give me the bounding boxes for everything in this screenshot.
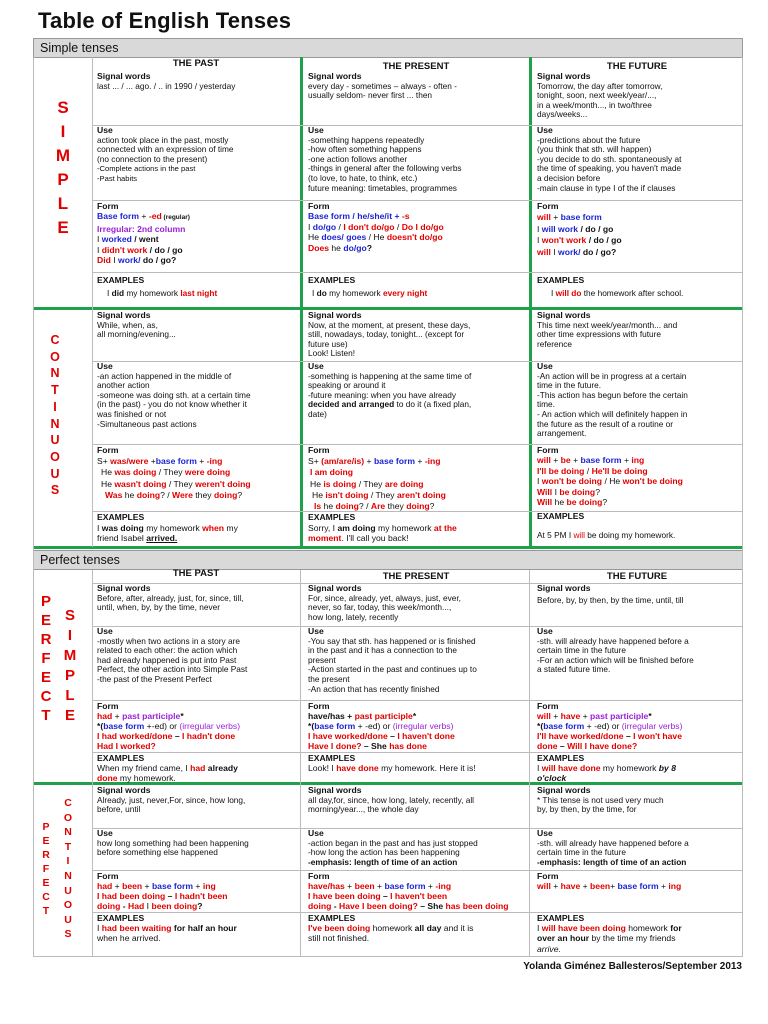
simple-present-use: Use -something happens repeatedly -how often something happens -one action follows another -things in general after the following verbs (to love, to hate, to think, etc.) future meaning: timetables, programmes <box>308 126 462 193</box>
perfect-past-examples: EXAMPLES When my friend came, I had already done my homework. <box>97 753 238 784</box>
divider <box>529 570 530 956</box>
perfect-continuous-future-use: Use -sth. will already have happened before a certain time in the future -emphasis: length of time of an action <box>537 829 689 867</box>
continuous-past-form: Form S+ was/were +base form + -ing He was doing / They were doing He wasn't doing / They weren't doing Was he doing? / Were they doing? <box>97 445 251 500</box>
continuous-present-signal: Signal words Now, at the moment, at present, these days, still, nowadays, today, tonight... (except for future use) Look! Listen! <box>308 311 471 359</box>
continuous-present-form: Form S+ (am/are/is) + base form + -ing I am doing He is doing / They are doing He isn't doing / They aren't doing Is he doing? / Are they doing? <box>308 445 446 512</box>
simple-past-examples: EXAMPLES I did my homework last night <box>97 276 218 298</box>
perfect-continuous-present-examples: EXAMPLES I've been doing homework all day and it is still not finished. <box>308 913 474 944</box>
side-label-continuous: C O N T I N U O U S <box>50 333 60 498</box>
perfect-continuous-past-examples: EXAMPLES I had been waiting for half an hour when he arrived. <box>97 913 237 944</box>
simple-future-signal: Signal words Tomorrow, the day after tomorrow, tonight, soon, next week/year/..., in a week/month..., in two/three days/weeks... <box>537 72 663 120</box>
divider <box>92 57 93 547</box>
perfect-future-use: Use -sth. will already have happened before a certain time in the future -For an action which will be finished before a stated future time. <box>537 627 694 675</box>
perfect-continuous-past-use: Use how long something had been happening before something else happened <box>97 829 249 858</box>
column-header-present: THE PRESENT <box>382 61 450 72</box>
section-header-simple: Simple tenses <box>33 38 743 58</box>
simple-past-form: Form Base form + -ed (regular) Irregular: 2nd column I worked / went I didn't work / do / go Did I work/ do / go? <box>97 201 190 266</box>
perfect-continuous-present-use: Use -action began in the past and has just stopped -how long the action has been happening -emphasis: length of time of an action <box>308 829 478 867</box>
perfect-present-examples: EXAMPLES Look! I have done my homework. Here it is! <box>308 753 476 774</box>
perfect-continuous-past-form: Form had + been + base form + ing I had been doing – I hadn't been doing - Had I been doing? <box>97 871 228 911</box>
divider <box>92 570 93 956</box>
column-header-past: THE PAST <box>172 58 220 69</box>
perfect-present-signal: Signal words For, since, already, yet, always, just, ever, never, so far, today, this week/month..., how long, lately, recently <box>308 584 461 622</box>
simple-future-use: Use -predictions about the future (you think that sth. will happen) -you decide to do sth. spontaneously at the time of speaking, you haven't made a decision before -main clause in type I of the if clauses <box>537 126 682 193</box>
continuous-past-signal: Signal words While, when, as, all morning/evening... <box>97 311 176 340</box>
column-header-present: THE PRESENT <box>382 571 450 582</box>
side-label-perfect-continuous-left: P E R F E C T <box>42 821 50 917</box>
simple-future-examples: EXAMPLES I will do the homework after school. <box>537 276 684 298</box>
divider <box>300 570 301 956</box>
divider <box>300 57 303 547</box>
perfect-continuous-present-signal: Signal words all day,for, since, how long, lately, recently, all morning/year..., the whole day <box>308 786 475 815</box>
divider <box>742 57 743 957</box>
perfect-future-signal: Signal words Before, by, by then, by the time, until, till <box>537 584 684 605</box>
continuous-past-use: Use -an action happened in the middle of another action -someone was doing sth. at a certain time (in the past) - you do not know whether it was finished or not -Simultaneous past actions <box>97 362 251 429</box>
simple-past-use: Use action took place in the past, mostly connected with an expression of time (no connection to the present) -Complete actions in the past -Past habits <box>97 126 234 183</box>
perfect-future-examples: EXAMPLES I will have done my homework by 8 o'clock <box>537 753 676 784</box>
section-header-perfect: Perfect tenses <box>33 550 743 570</box>
page-title: Table of English Tenses <box>38 8 292 33</box>
side-label-perfect-continuous-right: C O N T I N U O U S <box>63 797 73 941</box>
perfect-present-form: Form have/has + past participle* *(base form + -ed) or (irregular verbs) I have worked/done – I haven't done Have I done? – She has done <box>308 701 455 751</box>
side-label-simple: S I M P L E <box>55 98 71 237</box>
continuous-future-examples: EXAMPLES At 5 PM I will be doing my homework. <box>537 512 676 540</box>
side-label-perfect-simple: S I M P L E <box>63 607 77 724</box>
perfect-continuous-future-examples: EXAMPLES I will have been doing homework for over an hour by the time my friends arrive. <box>537 913 682 954</box>
column-header-past: THE PAST <box>172 568 220 579</box>
perfect-past-form: Form had + past participle* *(base form +-ed) or (irregular verbs) I had worked/done – I hadn't done Had I worked? <box>97 701 241 751</box>
perfect-continuous-future-signal: Signal words * This tense is not used very much by, by then, by the time, for <box>537 786 664 815</box>
divider <box>529 57 532 547</box>
continuous-future-form: Form will + be + base form + ing I'll be doing / He'll be doing I won't be doing / He won't be doing Will I be doing? Will he be doing? <box>537 445 683 508</box>
continuous-present-use: Use -something is happening at the same time of speaking or around it -future meaning: when you have already decided and arranged to do it (a fixed plan, date) <box>308 362 472 419</box>
perfect-future-form: Form will + have + past participle* *(base form + -ed) or (irregular verbs) I'll have worked/done – I won't have done – Will I have done? <box>537 701 683 751</box>
perfect-present-use: Use -You say that sth. has happened or is finished in the past and it has a connection to the present -Action started in the past and continues up to the present -An action that has recently finished <box>308 627 477 694</box>
divider <box>33 307 743 310</box>
column-header-future: THE FUTURE <box>606 571 668 582</box>
simple-present-form: Form Base form / he/she/it + -s I do/go / I don't do/go / Do I do/go He does/ goes / He doesn't do/go Does he do/go? <box>308 201 444 253</box>
simple-present-signal: Signal words every day - sometimes – always - often - usually seldom- never first ... then <box>308 72 457 101</box>
perfect-past-use: Use -mostly when two actions in a story are related to each other: the action which had already happened is put into Past Perfect, the other action into Simple Past -the past of the Present Perfect <box>97 627 248 684</box>
side-label-perfect: P E R F E C T <box>40 593 52 724</box>
perfect-continuous-past-signal: Signal words Already, just, never,For, since, how long, before, until <box>97 786 246 815</box>
simple-past-signal: Signal words last ... / ... ago. / .. in 1990 / yesterday <box>97 72 236 91</box>
column-header-future: THE FUTURE <box>606 61 668 72</box>
divider <box>33 546 743 549</box>
continuous-future-signal: Signal words This time next week/year/month... and other time expressions with future reference <box>537 311 678 349</box>
continuous-past-examples: EXAMPLES I was doing my homework when my friend Isabel arrived. <box>97 512 238 544</box>
perfect-past-signal: Signal words Before, after, already, just, for, since, till, until, when, by, by the time, never <box>97 584 244 613</box>
divider <box>92 272 742 273</box>
continuous-future-use: Use -An action will be in progress at a certain time in the future. -This action has begun before the certain time. - An action which will definitely happen in the future as the result of a routine or arrangement. <box>537 362 688 439</box>
perfect-continuous-future-form: Form will + have + been+ base form + ing <box>537 871 682 891</box>
continuous-present-examples: EXAMPLES Sorry, I am doing my homework at the moment. I'll call you back! <box>308 512 457 544</box>
divider <box>33 57 34 957</box>
perfect-continuous-present-form: Form have/has + been + base form + -ing I have been doing – I haven't been doing - Have I been doing? – She has been doing <box>308 871 509 911</box>
divider <box>33 956 743 957</box>
simple-present-examples: EXAMPLES I do my homework every night <box>308 276 428 298</box>
simple-future-form: Form will + base form I will work / do / go I won't work / do / go will I work/ do / go? <box>537 201 622 257</box>
footer-credit: Yolanda Giménez Ballesteros/September 2013 <box>523 961 742 972</box>
